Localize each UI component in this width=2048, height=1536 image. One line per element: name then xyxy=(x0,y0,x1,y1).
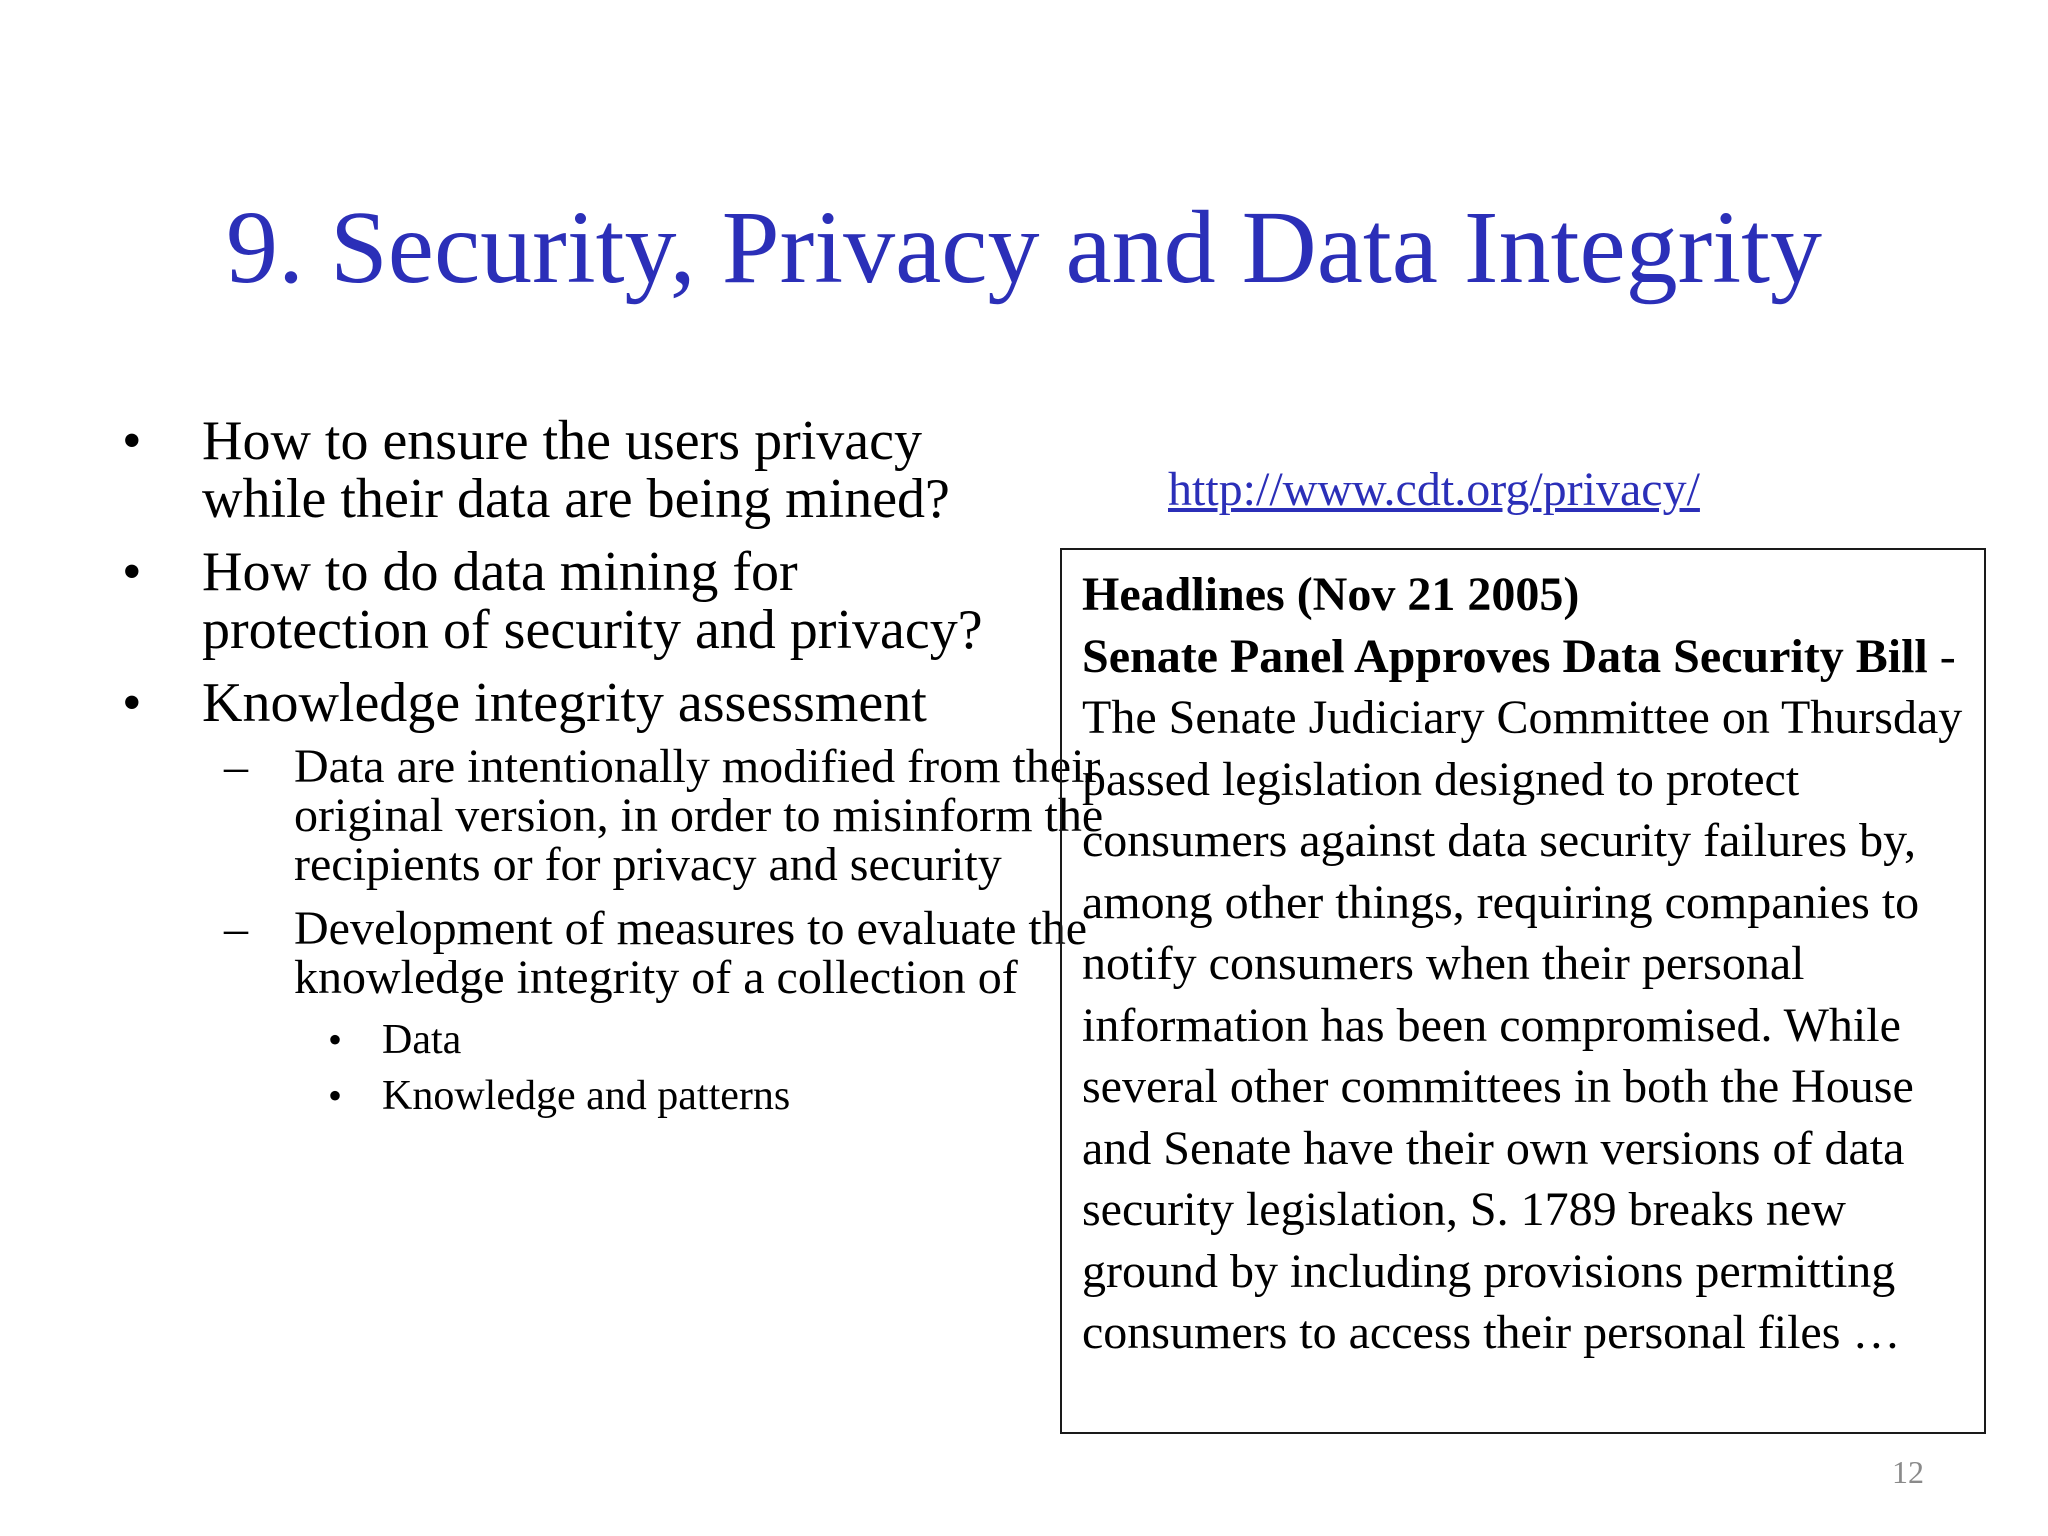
dash-icon: – xyxy=(224,740,248,793)
bullet-icon: • xyxy=(122,541,142,603)
sub-bullet-item xyxy=(118,742,1104,889)
bullet-text: Knowledge integrity assessment xyxy=(202,672,927,734)
sub-sub-bullet-text: Knowledge and patterns xyxy=(382,1073,791,1119)
headline-body: - The Senate Judiciary Committee on Thursday passed legislation designed to protect consumers against data security failures by, among other things, requiring companies to notify consumers when their personal information has been compromised. While several other committees in both the House and Senate have their own versions of data security legislation, S. 1789 breaks new ground by including provisions permitting consumers to access their personal files … xyxy=(1082,629,1963,1359)
bullet-text: How to ensure the users privacy while their data are being mined? xyxy=(202,410,950,530)
headline-date: Headlines (Nov 21 2005) xyxy=(1082,568,1580,621)
sub-sub-bullet-item xyxy=(118,1073,1038,1119)
dash-icon: – xyxy=(224,902,248,955)
sub-bullet-text: Data are intentionally modified from their original version, in order to misinform the recipients or for privacy and security xyxy=(294,740,1104,891)
headline-title: Senate Panel Approves Data Security Bill xyxy=(1082,629,1928,683)
bullet-icon: • xyxy=(328,1073,343,1118)
bullet-text: How to do data mining for protection of security and privacy? xyxy=(202,541,983,661)
page-number: 12 xyxy=(1892,1454,1924,1490)
news-headline-box xyxy=(1060,548,1986,1434)
bullet-item xyxy=(118,674,1038,732)
bullet-icon: • xyxy=(328,1017,343,1062)
bullet-icon: • xyxy=(122,672,142,734)
sub-sub-bullet-text: Data xyxy=(382,1017,462,1063)
slide-title: 9. Security, Privacy and Data Integrity xyxy=(225,190,1823,305)
bullet-item xyxy=(118,543,1038,659)
cdt-privacy-link[interactable]: http://www.cdt.org/privacy/ xyxy=(1168,463,1700,516)
bullet-list xyxy=(118,410,1104,1129)
sub-bullet-item xyxy=(118,904,1104,1002)
sub-bullet-text: Development of measures to evaluate the knowledge integrity of a collection of xyxy=(294,902,1088,1004)
bullet-icon: • xyxy=(122,410,142,472)
sub-sub-bullet-item xyxy=(118,1017,1038,1063)
bullet-item xyxy=(118,412,1038,528)
